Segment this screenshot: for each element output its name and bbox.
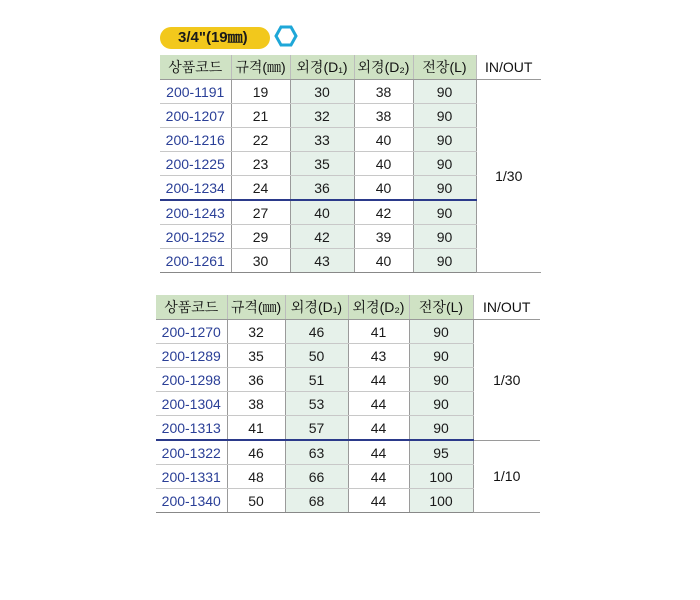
outer-d1-value: 40 <box>290 200 354 225</box>
size-value: 27 <box>231 200 290 225</box>
length-value: 90 <box>409 320 473 344</box>
header-outer-d1: 외경(D₁) <box>285 295 348 320</box>
size-value: 38 <box>227 392 285 416</box>
length-value: 90 <box>409 344 473 368</box>
outer-d2-value: 40 <box>354 152 413 176</box>
header-product-code: 상품코드 <box>156 295 227 320</box>
length-value: 90 <box>413 200 476 225</box>
product-code: 200-1298 <box>156 368 227 392</box>
table-row <box>156 440 540 465</box>
product-code: 200-1313 <box>156 416 227 441</box>
outer-d2-value: 40 <box>354 128 413 152</box>
length-value: 90 <box>409 392 473 416</box>
header-size: 규격(㎜) <box>231 55 290 80</box>
outer-d1-value: 66 <box>285 465 348 489</box>
outer-d1-value: 32 <box>290 104 354 128</box>
product-code: 200-1270 <box>156 320 227 344</box>
outer-d2-value: 44 <box>348 392 409 416</box>
header-length: 전장(L) <box>413 55 476 80</box>
in-out-value: 1/10 <box>473 440 540 513</box>
size-badge <box>160 27 270 49</box>
header-outer-d2: 외경(D₂) <box>354 55 413 80</box>
length-value: 90 <box>413 104 476 128</box>
product-code: 200-1243 <box>160 200 231 225</box>
header-outer-d2: 외경(D₂) <box>348 295 409 320</box>
outer-d1-value: 51 <box>285 368 348 392</box>
outer-d2-value: 44 <box>348 440 409 465</box>
outer-d2-value: 38 <box>354 80 413 104</box>
outer-d2-value: 44 <box>348 368 409 392</box>
product-code: 200-1225 <box>160 152 231 176</box>
outer-d1-value: 53 <box>285 392 348 416</box>
size-value: 22 <box>231 128 290 152</box>
outer-d1-value: 50 <box>285 344 348 368</box>
length-value: 100 <box>409 489 473 513</box>
product-code: 200-1216 <box>160 128 231 152</box>
header-size: 규격(㎜) <box>227 295 285 320</box>
spec-table-1 <box>160 55 541 273</box>
header-outer-d1: 외경(D₁) <box>290 55 354 80</box>
length-value: 90 <box>409 416 473 441</box>
size-value: 19 <box>231 80 290 104</box>
spec-table-2 <box>156 295 540 513</box>
product-code: 200-1207 <box>160 104 231 128</box>
size-value: 46 <box>227 440 285 465</box>
outer-d2-value: 44 <box>348 416 409 441</box>
table-header-row <box>156 295 540 320</box>
size-label: 3/4"(19㎜) <box>178 29 248 46</box>
outer-d2-value: 41 <box>348 320 409 344</box>
length-value: 90 <box>413 80 476 104</box>
length-value: 100 <box>409 465 473 489</box>
outer-d2-value: 38 <box>354 104 413 128</box>
product-code: 200-1322 <box>156 440 227 465</box>
header-in-out: IN/OUT <box>476 55 541 80</box>
size-value: 30 <box>231 249 290 273</box>
outer-d2-value: 43 <box>348 344 409 368</box>
table-header-row <box>160 55 541 80</box>
header-length: 전장(L) <box>409 295 473 320</box>
outer-d1-value: 35 <box>290 152 354 176</box>
product-code: 200-1304 <box>156 392 227 416</box>
length-value: 90 <box>413 128 476 152</box>
table-row <box>160 80 541 104</box>
size-value: 35 <box>227 344 285 368</box>
outer-d1-value: 36 <box>290 176 354 201</box>
outer-d1-value: 30 <box>290 80 354 104</box>
outer-d2-value: 40 <box>354 176 413 201</box>
size-value: 24 <box>231 176 290 201</box>
in-out-value: 1/30 <box>473 320 540 441</box>
outer-d1-value: 42 <box>290 225 354 249</box>
length-value: 90 <box>409 368 473 392</box>
in-out-value: 1/30 <box>476 80 541 273</box>
header-in-out: IN/OUT <box>473 295 540 320</box>
product-code: 200-1252 <box>160 225 231 249</box>
size-value: 23 <box>231 152 290 176</box>
size-value: 32 <box>227 320 285 344</box>
length-value: 90 <box>413 225 476 249</box>
outer-d2-value: 40 <box>354 249 413 273</box>
size-value: 29 <box>231 225 290 249</box>
product-code: 200-1234 <box>160 176 231 201</box>
length-value: 90 <box>413 152 476 176</box>
length-value: 90 <box>413 249 476 273</box>
outer-d2-value: 39 <box>354 225 413 249</box>
size-value: 41 <box>227 416 285 441</box>
outer-d1-value: 63 <box>285 440 348 465</box>
size-value: 48 <box>227 465 285 489</box>
product-code: 200-1261 <box>160 249 231 273</box>
header-product-code: 상품코드 <box>160 55 231 80</box>
outer-d1-value: 33 <box>290 128 354 152</box>
size-value: 50 <box>227 489 285 513</box>
outer-d1-value: 46 <box>285 320 348 344</box>
size-value: 36 <box>227 368 285 392</box>
table-row <box>156 320 540 344</box>
product-code: 200-1289 <box>156 344 227 368</box>
product-code: 200-1331 <box>156 465 227 489</box>
hexagon-icon <box>274 24 298 48</box>
length-value: 90 <box>413 176 476 201</box>
outer-d1-value: 57 <box>285 416 348 441</box>
outer-d1-value: 43 <box>290 249 354 273</box>
size-value: 21 <box>231 104 290 128</box>
outer-d2-value: 42 <box>354 200 413 225</box>
outer-d1-value: 68 <box>285 489 348 513</box>
outer-d2-value: 44 <box>348 465 409 489</box>
product-code: 200-1191 <box>160 80 231 104</box>
product-code: 200-1340 <box>156 489 227 513</box>
length-value: 95 <box>409 440 473 465</box>
outer-d2-value: 44 <box>348 489 409 513</box>
